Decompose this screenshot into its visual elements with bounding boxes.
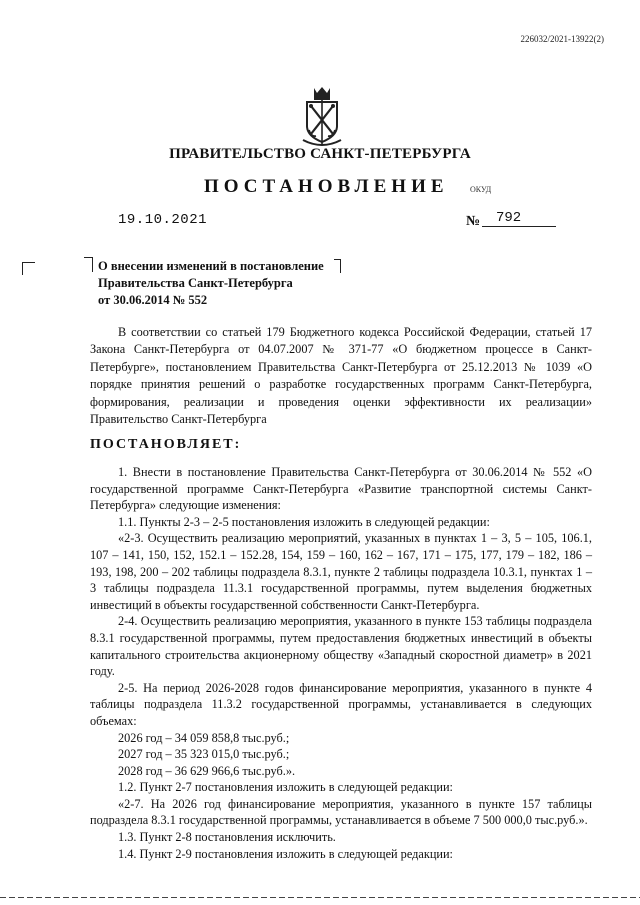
government-title: ПРАВИТЕЛЬСТВО САНКТ-ПЕТЕРБУРГА [169,146,471,162]
decree-heading: ПОСТАНОВЛЯЕТ: [90,437,242,452]
paragraph: 1.2. Пункт 2-7 постановления изложить в следующей редакции: [118,780,453,795]
paragraph: 1.3. Пункт 2-8 постановления исключить. [118,830,336,845]
subject-bracket-right [334,259,341,273]
document-date: 19.10.2021 [118,212,208,228]
paragraph: 2-5. На период 2026-2028 годов финансирование мероприятия, указанного в пункте 4 таблицы подраздела 11.3.2 государственной программы, устанавливается в следующих объемах: [90,680,592,728]
document-type-heading: ПОСТАНОВЛЕНИЕ [204,176,449,197]
paragraph: 2027 год – 35 323 015,0 тыс.руб.; [118,747,290,762]
paragraph: «2-7. На 2026 год финансирование мероприятия, указанного в пункте 157 таблицы подраздела 8.3.1 государственной программы, устанавливается в объеме 7 500 000,0 тыс.руб.». [90,796,592,828]
paragraph: 1.1. Пункты 2-3 – 2-5 постановления изложить в следующей редакции: [118,514,490,529]
document-number: 792 [482,210,556,227]
subject-line: О внесении изменений в постановление [98,259,324,273]
document-reference-number: 226032/2021-13922(2) [520,34,604,44]
paragraph: 2-4. Осуществить реализацию мероприятия, указанного в пункте 153 таблицы подраздела 8.3.1 государственной программы, путем предоставления бюджетных инвестиций в объекты капитального строительства акционерному обществу «Западный скоростной диаметр» в 2021 году. [90,614,592,679]
spb-coat-of-arms-icon [299,84,345,148]
document-subject [98,258,324,309]
number-label: № [466,214,481,229]
decree-body [90,464,592,862]
subject-line: от 30.06.2014 № 552 [98,293,208,307]
paragraph: «2-3. Осуществить реализацию мероприятий, указанных в пунктах 1 – 3, 5 – 105, 106.1, 107 – 141, 150, 152, 152.1 – 152.28, 154, 159 – 160, 162 – 167, 171 – 175, 177, 179 – 182, 186 – 193, 198, 200 – 202 таблицы подраздела 8.3.1, пункте 2 таблицы подраздела 10.3.1, пунктах 1 – 3 таблицы подраздела 11.3.1 государственной программы, путем выделения бюджетных инвестиций в объекты государственной собственности Санкт-Петербурга. [90,531,592,612]
okud-label: ОКУД [470,185,492,194]
paragraph: 2028 год – 36 629 966,6 тыс.руб.». [118,763,296,778]
paragraph: 2026 год – 34 059 858,8 тыс.руб.; [118,730,290,745]
subject-bracket-left [84,257,93,272]
paragraph: 1. Внести в постановление Правительства Санкт-Петербурга от 30.06.2014 № 552 «О государственной программе Санкт-Петербурга «Развитие транспортной системы Санкт-Петербурга» следующие изменения: [90,465,592,513]
subject-line: Правительства Санкт-Петербурга [98,276,293,290]
preamble-text: В соответствии со статьей 179 Бюджетного кодекса Российской Федерации, статьей 17 Закона Санкт-Петербурга от 04.07.2007 № 371-77 «О бюджетном процессе в Санкт-Петербурге», постановлением Правительства Санкт-Петербурга от 25.12.2013 № 1039 «О порядке принятия решений о разработке государственных программ Санкт-Петербурга, формирования, реализации и проведения оценки эффективности их реализации» Правительство Санкт-Петербурга [90,325,592,427]
paragraph: 1.4. Пункт 2-9 постановления изложить в следующей редакции: [118,846,453,861]
corner-mark [22,262,35,275]
page-bottom-edge [0,897,640,898]
preamble [90,324,592,428]
